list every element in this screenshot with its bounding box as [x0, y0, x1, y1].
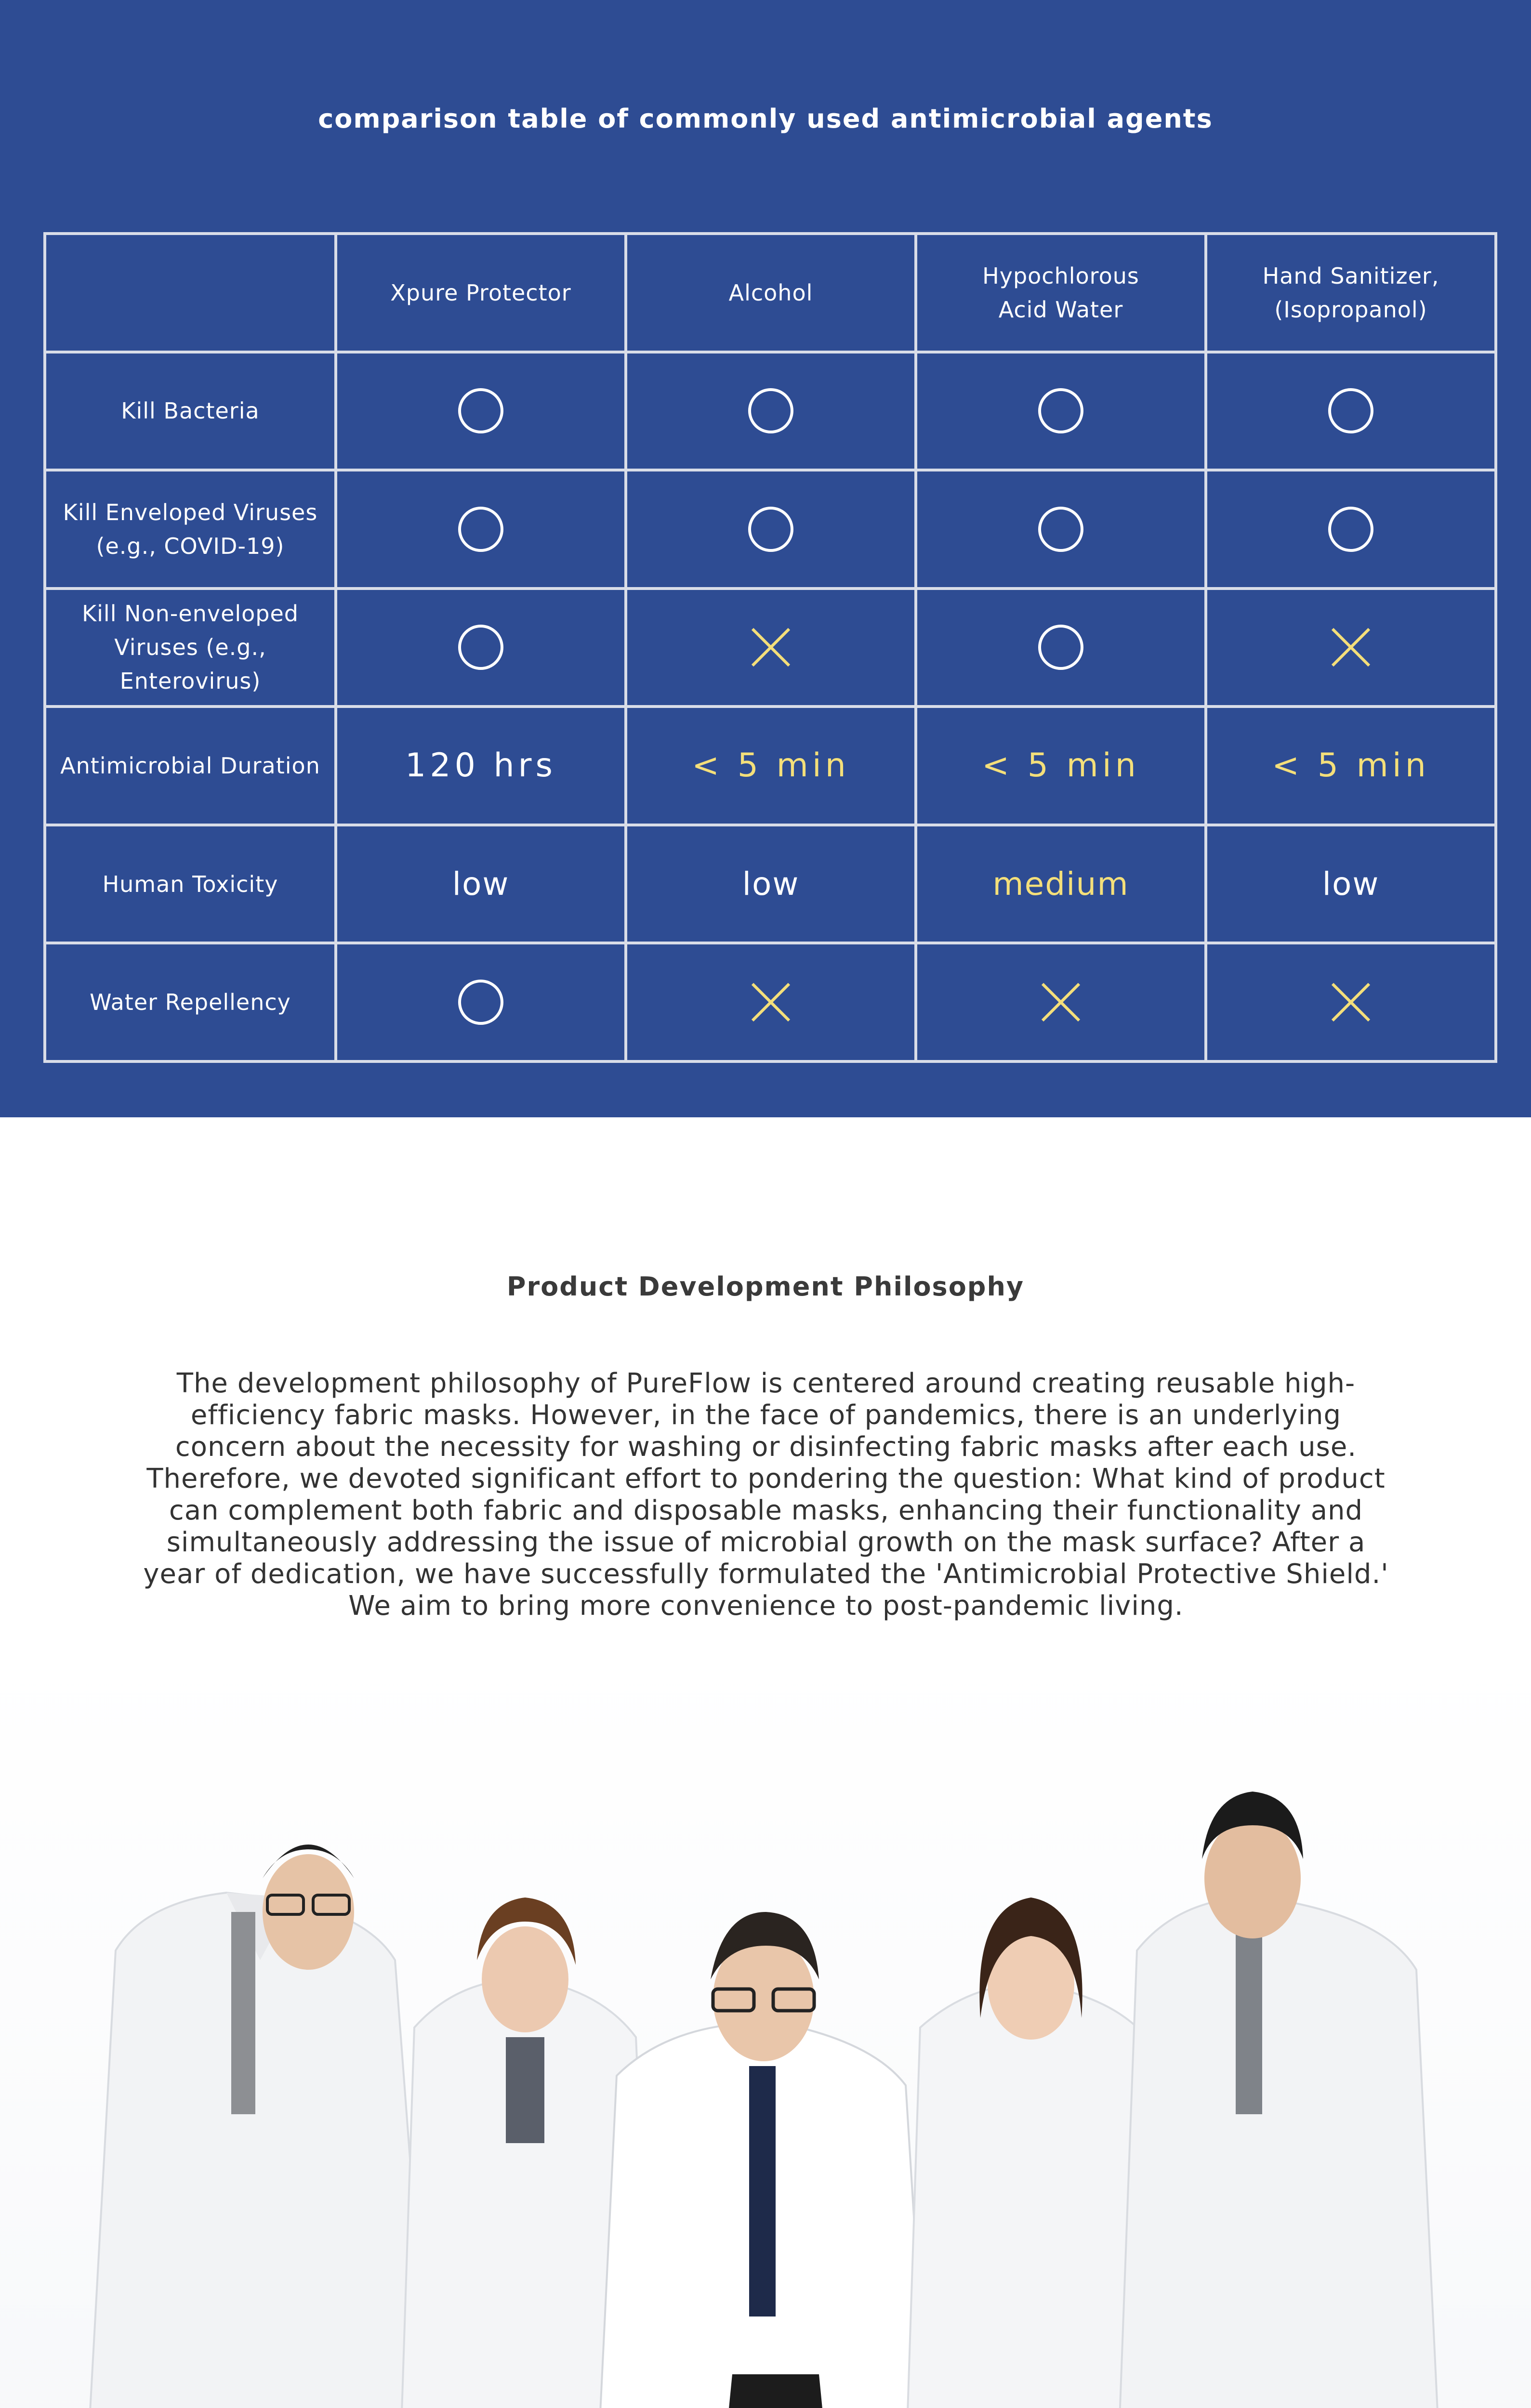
- circle-icon: [916, 470, 1206, 589]
- row-label-enveloped-viruses: [45, 470, 336, 589]
- row-label-antimicrobial-duration: Antimicrobial Duration: [45, 707, 336, 825]
- cross-icon: [1206, 589, 1496, 707]
- toxicity-value: low: [1206, 825, 1496, 943]
- comparison-title: comparison table of commonly used antimicrobial agents: [318, 104, 1213, 134]
- table-header-row: [45, 234, 1496, 352]
- header-empty-cell: [45, 234, 336, 352]
- toxicity-value: medium: [916, 825, 1206, 943]
- row-label-kill-bacteria: Kill Bacteria: [45, 352, 336, 471]
- team-photo: [0, 1652, 1531, 2408]
- duration-value: < 5 min: [916, 707, 1206, 825]
- toxicity-value: low: [626, 825, 916, 943]
- header-hypochlorous: [916, 234, 1206, 352]
- row-label-human-toxicity: Human Toxicity: [45, 825, 336, 943]
- header-hand-sanitizer: [1206, 234, 1496, 352]
- duration-value: < 5 min: [626, 707, 916, 825]
- toxicity-value: low: [336, 825, 626, 943]
- circle-icon: [626, 470, 916, 589]
- duration-value: 120 hrs: [336, 707, 626, 825]
- header-hand-sanitizer-line1: Hand Sanitizer,: [1262, 262, 1439, 289]
- row-label-line: Kill Non-enveloped: [81, 601, 299, 627]
- cross-icon: [626, 589, 916, 707]
- table-row: [45, 589, 1496, 707]
- philosophy-heading: Product Development Philosophy: [506, 1271, 1025, 1302]
- header-hypochlorous-line1: Hypochlorous: [982, 262, 1139, 289]
- circle-icon: [336, 589, 626, 707]
- row-label-non-enveloped-viruses: [45, 589, 336, 707]
- philosophy-body: The development philosophy of PureFlow is centered around creating reusable high-efficiency fabric masks. However, in the face of pandemics, there is an underlying concern about the necessity for washing or disinfecting fabric masks after each use. Therefore, we devoted significant effort to pondering the question: What kind of product can complement both fabric and disposable masks, enhancing their functionality and simultaneously addressing the issue of microbial growth on the mask surface? After a year of dedication, we have successfully formulated the 'Antimicrobial Protective Shield.' We aim to bring more convenience to post-pandemic living.: [143, 1368, 1389, 1622]
- cross-icon: [1206, 943, 1496, 1061]
- circle-icon: [1206, 470, 1496, 589]
- header-hypochlorous-line2: Acid Water: [998, 296, 1123, 323]
- table-row: [45, 470, 1496, 589]
- cross-icon: [916, 943, 1206, 1061]
- table-row: [45, 352, 1496, 471]
- comparison-table: [43, 232, 1497, 1063]
- table-row: [45, 707, 1496, 825]
- header-xpure: Xpure Protector: [336, 234, 626, 352]
- circle-icon: [336, 470, 626, 589]
- table-row: [45, 825, 1496, 943]
- row-label-line: Kill Enveloped Viruses: [63, 499, 318, 525]
- table-row: [45, 943, 1496, 1061]
- row-label-line: Enterovirus): [119, 668, 261, 694]
- circle-icon: [916, 589, 1206, 707]
- circle-icon: [336, 943, 626, 1061]
- circle-icon: [1206, 352, 1496, 471]
- circle-icon: [916, 352, 1206, 471]
- row-label-water-repellency: Water Repellency: [45, 943, 336, 1061]
- row-label-line: Viruses (e.g.,: [114, 634, 266, 661]
- header-alcohol: Alcohol: [626, 234, 916, 352]
- row-label-line: (e.g., COVID-19): [96, 533, 285, 559]
- circle-icon: [626, 352, 916, 471]
- cross-icon: [626, 943, 916, 1061]
- duration-value: < 5 min: [1206, 707, 1496, 825]
- header-hand-sanitizer-line2: (Isopropanol): [1274, 296, 1427, 323]
- circle-icon: [336, 352, 626, 471]
